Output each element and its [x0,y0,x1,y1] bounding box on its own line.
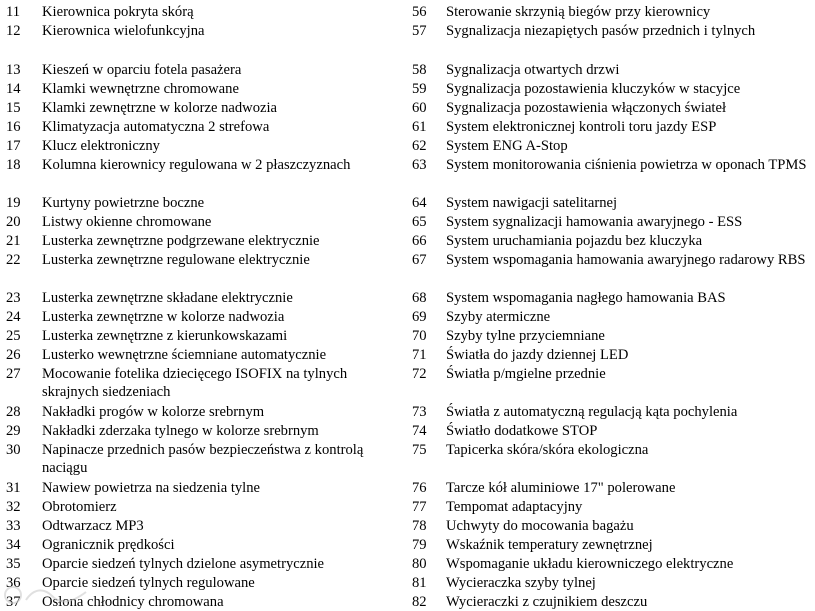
item-text: Tempomat adaptacyjny [446,499,583,515]
item-text: System ENG A-Stop [446,138,568,154]
item-text: System wspomagania hamowania awaryjnego radarowy RBS [446,252,806,268]
list-item [0,118,392,136]
item-number: 69 [412,309,427,325]
item-number: 33 [6,518,21,534]
item-number: 77 [412,499,427,515]
item-number: 68 [412,290,427,306]
item-text: System sygnalizacji hamowania awaryjnego - ESS [446,214,743,230]
list-item [402,422,815,440]
item-number: 21 [6,233,21,249]
item-number: 24 [6,309,21,325]
item-text: Wskaźnik temperatury zewnętrznej [446,537,653,553]
item-number: 28 [6,404,21,420]
item-number: 36 [6,575,21,591]
item-text: Nakładki progów w kolorze srebrnym [42,404,265,420]
item-number: 19 [6,195,21,211]
item-text: Kurtyny powietrzne boczne [42,195,205,211]
item-text: Lusterka zewnętrzne podgrzewane elektrycznie [42,233,320,249]
item-text: Światła do jazdy dziennej LED [446,347,629,363]
item-text: Lusterka zewnętrzne składane elektrycznie [42,290,293,306]
item-number: 73 [412,404,427,420]
item-text: Lusterka zewnętrzne z kierunkowskazami [42,328,288,344]
item-number: 70 [412,328,427,344]
list-item [0,61,392,79]
item-number: 60 [412,100,427,116]
item-text: Światło dodatkowe STOP [446,423,598,439]
item-text: Nakładki zderzaka tylnego w kolorze srebrnym [42,423,319,439]
item-text: Listwy okienne chromowane [42,214,212,230]
item-text: Sygnalizacja pozostawienia włączonych świateł [446,100,727,116]
item-text: Lusterka zewnętrzne regulowane elektrycznie [42,252,310,268]
item-number: 11 [6,4,21,20]
list-item [402,555,815,573]
item-text: Kieszeń w oparciu fotela pasażera [42,62,242,78]
item-number: 18 [6,157,21,173]
list-item [0,251,392,269]
item-number: 72 [412,366,427,382]
item-number: 26 [6,347,21,363]
list-item [0,99,392,117]
list-item [0,80,392,98]
item-text: Odtwarzacz MP3 [42,518,144,534]
list-item [402,3,815,21]
list-item [0,422,392,440]
list-item [0,3,392,21]
list-item [0,289,392,307]
item-text: Mocowanie fotelika dziecięcego ISOFIX na tylnych skrajnych siedzeniach [42,366,348,400]
item-number: 15 [6,100,21,116]
list-item [0,346,392,364]
list-item [0,574,392,592]
item-number: 32 [6,499,21,515]
item-number: 12 [6,23,21,39]
item-text: Oparcie siedzeń tylnych dzielone asymetrycznie [42,556,325,572]
list-item [402,232,815,250]
item-text: Lusterka zewnętrzne w kolorze nadwozia [42,309,285,325]
item-text: Uchwyty do mocowania bagażu [446,518,634,534]
item-text: Osłona chłodnicy chromowana [42,594,224,610]
list-item [402,61,815,79]
item-number: 63 [412,157,427,173]
item-number: 29 [6,423,21,439]
item-number: 82 [412,594,427,610]
item-text: Sygnalizacja otwartych drzwi [446,62,620,78]
list-item [0,22,392,40]
item-text: Kierownica wielofunkcyjna [42,23,205,39]
item-number: 61 [412,119,427,135]
item-number: 13 [6,62,21,78]
list-item [402,365,815,383]
item-text: Ogranicznik prędkości [42,537,175,553]
item-number: 20 [6,214,21,230]
item-number: 17 [6,138,21,154]
list-item [0,536,392,554]
list-item [0,137,392,155]
item-number: 78 [412,518,427,534]
item-text: System elektronicznej kontroli toru jazdy ESP [446,119,717,135]
item-text: Wycieraczka szyby tylnej [446,575,596,591]
item-number: 57 [412,23,427,39]
item-number: 75 [412,442,427,458]
item-number: 80 [412,556,427,572]
list-item [402,403,815,421]
item-text: Szyby atermiczne [446,309,551,325]
item-text: Lusterko wewnętrzne ściemniane automatycznie [42,347,327,363]
list-item [402,593,815,611]
item-number: 37 [6,594,21,610]
item-text: Tapicerka skóra/skóra ekologiczna [446,442,649,458]
list-item [0,479,392,497]
list-item [402,517,815,535]
list-item [402,327,815,345]
item-number: 79 [412,537,427,553]
list-item [0,593,392,611]
list-item [402,536,815,554]
list-item [402,118,815,136]
item-text: Obrotomierz [42,499,117,515]
item-number: 22 [6,252,21,268]
item-text: System uruchamiania pojazdu bez kluczyka [446,233,703,249]
list-item [402,574,815,592]
item-number: 67 [412,252,427,268]
list-item [402,213,815,231]
list-item [402,308,815,326]
item-number: 62 [412,138,427,154]
item-text: Sygnalizacja pozostawienia kluczyków w stacyjce [446,81,741,97]
item-number: 23 [6,290,21,306]
item-text: Klimatyzacja automatyczna 2 strefowa [42,119,270,135]
list-item [402,289,815,307]
list-item [0,194,392,212]
item-number: 64 [412,195,427,211]
list-item [0,498,392,516]
item-number: 66 [412,233,427,249]
list-item [0,213,392,231]
list-item [0,308,392,326]
item-text: System nawigacji satelitarnej [446,195,618,211]
item-text: Kolumna kierownicy regulowana w 2 płaszczyznach [42,157,351,173]
item-text: Światła z automatyczną regulacją kąta pochylenia [446,404,738,420]
item-text: Tarcze kół aluminiowe 17" polerowane [446,480,676,496]
list-item [402,498,815,516]
list-item [402,22,815,40]
item-text: Klamki zewnętrzne w kolorze nadwozia [42,100,278,116]
item-text: Klucz elektroniczny [42,138,160,154]
item-number: 65 [412,214,427,230]
item-text: Napinacze przednich pasów bezpieczeństwa z kontrolą naciągu [42,442,364,476]
item-text: System monitorowania ciśnienia powietrza w oponach TPMS [446,157,807,173]
item-text: Nawiew powietrza na siedzenia tylne [42,480,261,496]
list-item [402,479,815,497]
item-number: 74 [412,423,427,439]
list-item [402,137,815,155]
item-number: 14 [6,81,21,97]
item-text: Klamki wewnętrzne chromowane [42,81,239,97]
list-item [402,194,815,212]
item-number: 71 [412,347,427,363]
item-number: 27 [6,366,21,382]
item-number: 31 [6,480,21,496]
item-text: Kierownica pokryta skórą [42,4,194,20]
item-text: Sterowanie skrzynią biegów przy kierownicy [446,4,711,20]
list-item [0,327,392,345]
item-number: 56 [412,4,427,20]
list-item [402,251,815,269]
list-item [0,156,392,174]
item-number: 76 [412,480,427,496]
list-item [0,517,392,535]
list-item [0,232,392,250]
item-number: 25 [6,328,21,344]
list-item [402,99,815,117]
item-number: 30 [6,442,21,458]
item-text: Oparcie siedzeń tylnych regulowane [42,575,255,591]
list-item [0,365,392,401]
list-item [402,156,815,174]
list-item [0,441,392,477]
item-text: Sygnalizacja niezapiętych pasów przednich i tylnych [446,23,756,39]
item-number: 81 [412,575,427,591]
item-text: Wycieraczki z czujnikiem deszczu [446,594,648,610]
item-text: System wspomagania nagłego hamowania BAS [446,290,726,306]
item-number: 34 [6,537,21,553]
item-number: 58 [412,62,427,78]
list-item [0,403,392,421]
item-number: 59 [412,81,427,97]
item-text: Światła p/mgielne przednie [446,366,606,382]
list-item [0,555,392,573]
item-number: 35 [6,556,21,572]
item-text: Wspomaganie układu kierowniczego elektryczne [446,556,734,572]
list-item [402,441,815,459]
list-item [402,346,815,364]
item-number: 16 [6,119,21,135]
list-item [402,80,815,98]
item-text: Szyby tylne przyciemniane [446,328,605,344]
